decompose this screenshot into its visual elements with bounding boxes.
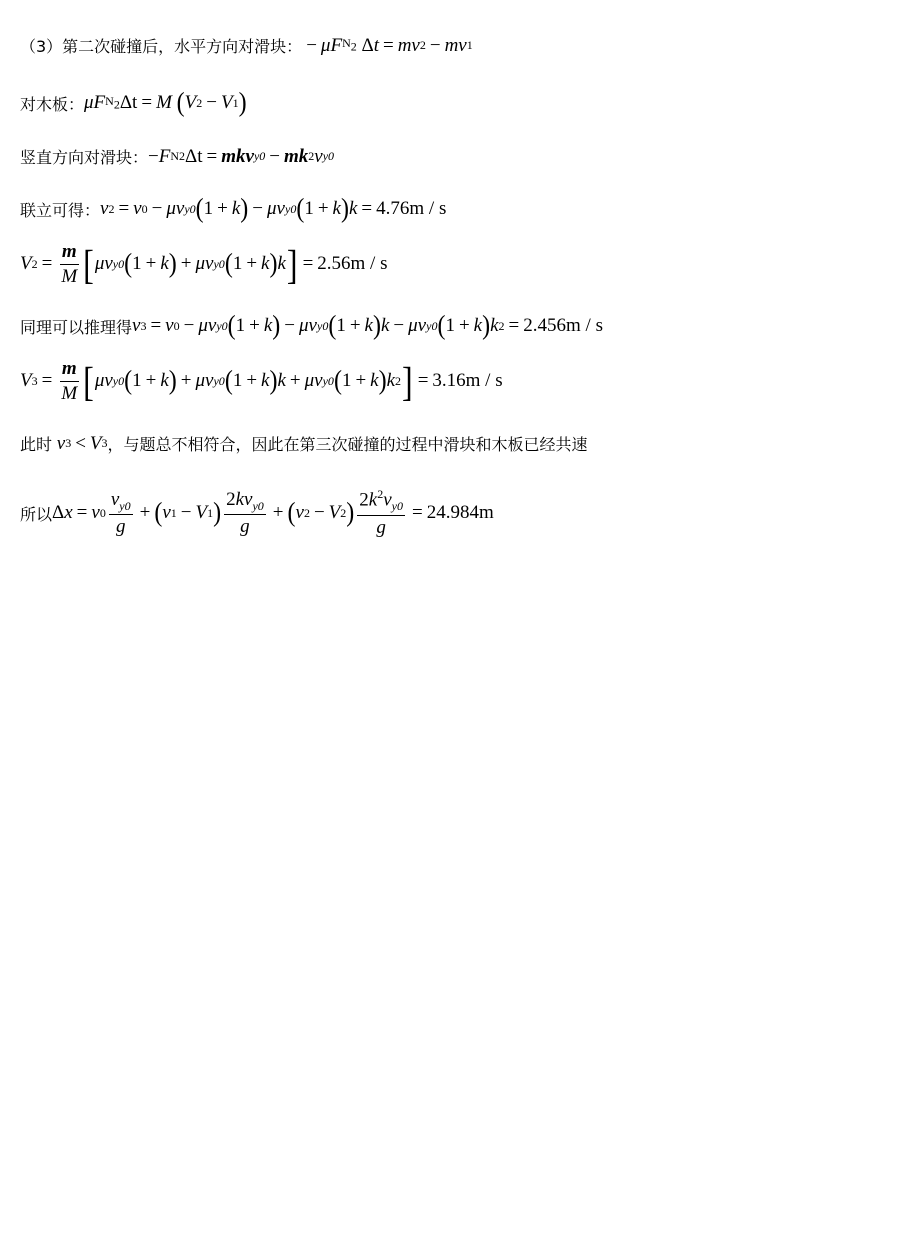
- line-5-result: 2.56m / s: [317, 253, 388, 275]
- equation-line-4: [20, 194, 447, 224]
- line-3-label: 竖直方向对滑块：: [20, 148, 149, 167]
- formula-delta-x: Δ x = v 0 $\frac{v_{y0}}{g}$ + ( v 1 − V 1 ) $\frac{2kv_{y0}}{g}$ + ( v 2 − V 2 ) $\frac{2k^2v_{y0}}{g}$ =: [52, 487, 423, 538]
- line-2-label: 对木板：: [20, 94, 85, 114]
- line-7-result: 3.16m / s: [432, 370, 503, 392]
- line-9-label: 所以: [20, 504, 53, 524]
- formula-V2: V 2 = $\frac{m}{M}$ [ μv y0 ( 1 + k ) + μv y0 ( 1 + k ) k ] =: [20, 240, 314, 288]
- equation-line-6: [20, 311, 603, 341]
- equation-line-9: [20, 488, 494, 539]
- line-8-text: ，与题总不相符合，因此在第三次碰撞的过程中滑块和木板已经共速: [107, 435, 588, 454]
- equation-line-1: [20, 34, 473, 57]
- equation-line-7: [20, 358, 503, 405]
- equation-line-8: [20, 432, 588, 455]
- formula-v2: v 2 = v 0 − μv y0 ( 1 + k ) − μv y0 ( 1 + k ) k =: [100, 194, 373, 224]
- formula-V3: V 3 = $\frac{m}{M}$ [ μv y0 ( 1 + k ) + μv y0 ( 1 + k ) k + μv y0 ( 1 + k ) k 2 ] =: [20, 357, 429, 405]
- equation-line-3: [20, 145, 334, 168]
- line-6-result: 2.456m / s: [523, 315, 603, 336]
- formula-compare: v 3 < V 3: [56, 432, 108, 454]
- equation-line-2: [20, 88, 247, 118]
- equation-line-5: [20, 241, 387, 288]
- formula-horizontal-slider: − μF $N_2$ Δ t = mv 2 − mv 1: [306, 34, 473, 56]
- formula-v3: v 3 = v 0 − μv y0 ( 1 + k ) − μv y0 ( 1 + k ) k − μv y0 ( 1 + k ) k 2 =: [132, 311, 520, 341]
- line-4-result: 4.76m / s: [376, 198, 447, 219]
- line-9-result: 24.984m: [426, 502, 494, 524]
- line-1-label: （3）第二次碰撞后，水平方向对滑块：: [20, 37, 303, 56]
- formula-board: μF $N_2$ Δt = M ( V 2 − V 1 ): [84, 88, 247, 118]
- line-4-label: 联立可得：: [20, 200, 101, 220]
- line-6-label: 同理可以推理得: [20, 317, 133, 337]
- formula-vertical-slider: − F N2 Δt = mkv y0 − mk 2 v y0: [148, 145, 335, 167]
- line-8-prefix: 此时: [20, 435, 53, 454]
